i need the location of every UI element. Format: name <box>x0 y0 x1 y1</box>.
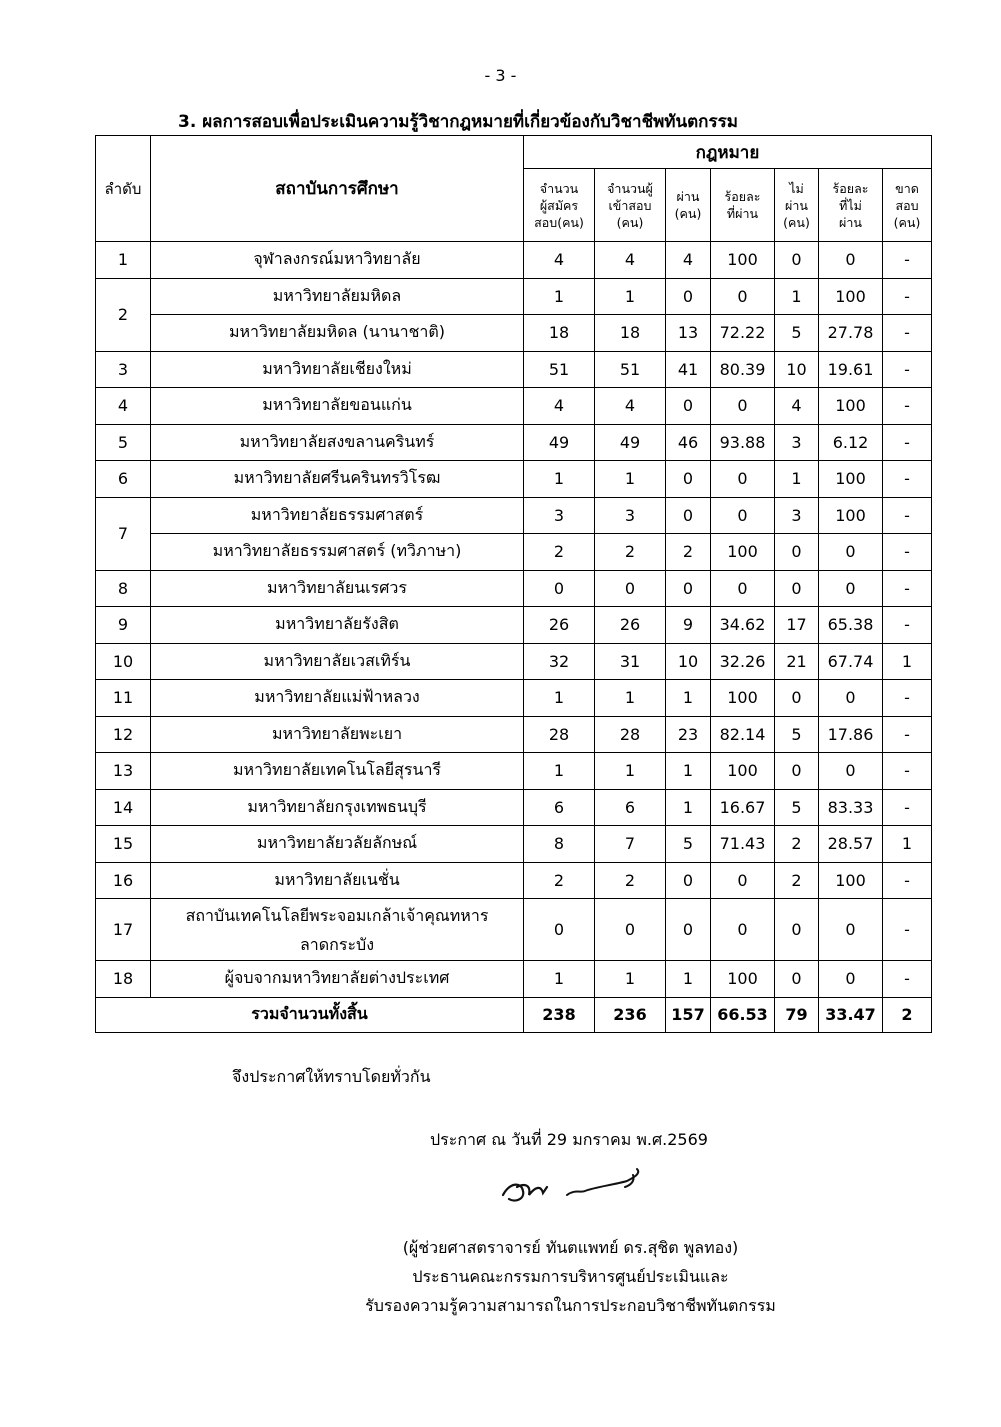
section-title: 3. ผลการสอบเพื่อประเมินความรู้วิชากฎหมายที่เกี่ยวข้องกับวิชาชีพทันตกรรม <box>178 112 738 132</box>
cell-order: 9 <box>96 607 151 644</box>
cell-order: 12 <box>96 716 151 753</box>
cell-failed: 3 <box>775 497 819 534</box>
cell-passed: 0 <box>666 570 711 607</box>
cell-order: 7 <box>96 497 151 570</box>
header-order: ลำดับ <box>96 136 151 242</box>
cell-absent: 1 <box>883 826 932 863</box>
total-label: รวมจำนวนทั้งสิ้น <box>96 997 524 1032</box>
cell-pass-pct: 93.88 <box>711 424 775 461</box>
cell-absent: - <box>883 242 932 279</box>
cell-fail-pct: 100 <box>819 388 883 425</box>
total-failed: 79 <box>775 997 819 1032</box>
results-table <box>95 135 932 1033</box>
table-row <box>96 242 932 279</box>
cell-applied: 32 <box>524 643 595 680</box>
table-row <box>96 680 932 717</box>
cell-absent: - <box>883 961 932 998</box>
total-passed: 157 <box>666 997 711 1032</box>
cell-attended: 1 <box>595 278 666 315</box>
cell-institution: มหาวิทยาลัยกรุงเทพธนบุรี <box>151 789 524 826</box>
cell-attended: 1 <box>595 753 666 790</box>
signer-position-line-2: รับรองความรู้ความสามารถในการประกอบวิชาชีพทันตกรรม <box>365 1296 776 1315</box>
header-fail-percent: ร้อยละ ที่ไม่ ผ่าน <box>819 169 883 242</box>
cell-institution: มหาวิทยาลัยแม่ฟ้าหลวง <box>151 680 524 717</box>
cell-fail-pct: 65.38 <box>819 607 883 644</box>
total-fail-pct: 33.47 <box>819 997 883 1032</box>
table-row <box>96 570 932 607</box>
cell-institution: สถาบันเทคโนโลยีพระจอมเกล้าเจ้าคุณทหาร ลาดกระบัง <box>151 899 524 961</box>
cell-fail-pct: 0 <box>819 534 883 571</box>
cell-absent: - <box>883 899 932 961</box>
cell-passed: 1 <box>666 789 711 826</box>
cell-passed: 10 <box>666 643 711 680</box>
cell-applied: 1 <box>524 680 595 717</box>
cell-passed: 0 <box>666 899 711 961</box>
cell-attended: 51 <box>595 351 666 388</box>
cell-order: 6 <box>96 461 151 498</box>
cell-passed: 2 <box>666 534 711 571</box>
cell-attended: 28 <box>595 716 666 753</box>
table-row <box>96 899 932 961</box>
cell-failed: 5 <box>775 315 819 352</box>
cell-attended: 49 <box>595 424 666 461</box>
cell-failed: 2 <box>775 826 819 863</box>
cell-applied: 1 <box>524 278 595 315</box>
cell-absent: - <box>883 278 932 315</box>
cell-passed: 13 <box>666 315 711 352</box>
cell-pass-pct: 0 <box>711 388 775 425</box>
cell-fail-pct: 67.74 <box>819 643 883 680</box>
cell-absent: - <box>883 607 932 644</box>
cell-fail-pct: 100 <box>819 497 883 534</box>
cell-attended: 6 <box>595 789 666 826</box>
cell-fail-pct: 100 <box>819 862 883 899</box>
signer-name: (ผู้ช่วยศาสตราจารย์ ทันตแพทย์ ดร.สุชิต พูลทอง) <box>402 1238 739 1257</box>
cell-failed: 3 <box>775 424 819 461</box>
cell-failed: 0 <box>775 899 819 961</box>
cell-passed: 0 <box>666 862 711 899</box>
cell-absent: - <box>883 424 932 461</box>
cell-pass-pct: 0 <box>711 461 775 498</box>
cell-absent: - <box>883 388 932 425</box>
table-row <box>96 461 932 498</box>
cell-failed: 0 <box>775 534 819 571</box>
cell-applied: 0 <box>524 899 595 961</box>
cell-applied: 0 <box>524 570 595 607</box>
cell-pass-pct: 100 <box>711 753 775 790</box>
cell-fail-pct: 0 <box>819 680 883 717</box>
cell-pass-pct: 100 <box>711 242 775 279</box>
cell-absent: - <box>883 862 932 899</box>
total-row <box>96 997 932 1032</box>
cell-applied: 49 <box>524 424 595 461</box>
cell-applied: 1 <box>524 961 595 998</box>
cell-fail-pct: 0 <box>819 753 883 790</box>
cell-order: 14 <box>96 789 151 826</box>
cell-failed: 2 <box>775 862 819 899</box>
cell-order: 11 <box>96 680 151 717</box>
cell-institution: มหาวิทยาลัยรังสิต <box>151 607 524 644</box>
signature-image <box>495 1165 655 1215</box>
cell-passed: 0 <box>666 278 711 315</box>
cell-absent: - <box>883 716 932 753</box>
cell-attended: 7 <box>595 826 666 863</box>
cell-passed: 0 <box>666 388 711 425</box>
header-institution: สถาบันการศึกษา <box>151 136 524 242</box>
cell-attended: 4 <box>595 242 666 279</box>
cell-passed: 46 <box>666 424 711 461</box>
cell-fail-pct: 83.33 <box>819 789 883 826</box>
cell-failed: 10 <box>775 351 819 388</box>
cell-attended: 1 <box>595 461 666 498</box>
header-absent: ขาด สอบ (คน) <box>883 169 932 242</box>
cell-institution: มหาวิทยาลัยมหิดล (นานาชาติ) <box>151 315 524 352</box>
cell-institution: จุฬาลงกรณ์มหาวิทยาลัย <box>151 242 524 279</box>
cell-order: 1 <box>96 242 151 279</box>
cell-attended: 1 <box>595 961 666 998</box>
cell-attended: 3 <box>595 497 666 534</box>
cell-pass-pct: 0 <box>711 278 775 315</box>
cell-order: 17 <box>96 899 151 961</box>
announcement: จึงประกาศให้ทราบโดยทั่วกัน <box>232 1067 431 1086</box>
cell-pass-pct: 34.62 <box>711 607 775 644</box>
cell-attended: 31 <box>595 643 666 680</box>
cell-pass-pct: 16.67 <box>711 789 775 826</box>
table-row <box>96 424 932 461</box>
cell-institution: มหาวิทยาลัยเนชั่น <box>151 862 524 899</box>
cell-applied: 8 <box>524 826 595 863</box>
cell-absent: - <box>883 461 932 498</box>
cell-applied: 51 <box>524 351 595 388</box>
cell-absent: - <box>883 351 932 388</box>
cell-institution: ผู้จบจากมหาวิทยาลัยต่างประเทศ <box>151 961 524 998</box>
cell-institution: มหาวิทยาลัยพะเยา <box>151 716 524 753</box>
header-pass-percent: ร้อยละ ที่ผ่าน <box>711 169 775 242</box>
cell-attended: 0 <box>595 899 666 961</box>
table-row <box>96 753 932 790</box>
cell-absent: - <box>883 570 932 607</box>
cell-fail-pct: 0 <box>819 961 883 998</box>
cell-applied: 4 <box>524 388 595 425</box>
cell-order: 10 <box>96 643 151 680</box>
cell-failed: 0 <box>775 753 819 790</box>
cell-fail-pct: 17.86 <box>819 716 883 753</box>
table-row <box>96 716 932 753</box>
cell-attended: 2 <box>595 862 666 899</box>
cell-applied: 1 <box>524 753 595 790</box>
cell-pass-pct: 100 <box>711 961 775 998</box>
cell-passed: 23 <box>666 716 711 753</box>
cell-order: 15 <box>96 826 151 863</box>
header-law-group: กฎหมาย <box>524 136 932 169</box>
cell-institution: มหาวิทยาลัยเชียงใหม่ <box>151 351 524 388</box>
cell-fail-pct: 27.78 <box>819 315 883 352</box>
signer-position-line-1: ประธานคณะกรรมการบริหารศูนย์ประเมินและ <box>412 1267 729 1286</box>
cell-order: 3 <box>96 351 151 388</box>
cell-absent: - <box>883 789 932 826</box>
cell-pass-pct: 0 <box>711 570 775 607</box>
table-row <box>96 278 932 315</box>
cell-pass-pct: 100 <box>711 680 775 717</box>
total-attended: 236 <box>595 997 666 1032</box>
cell-institution: มหาวิทยาลัยเวสเทิร์น <box>151 643 524 680</box>
cell-absent: - <box>883 534 932 571</box>
cell-fail-pct: 100 <box>819 278 883 315</box>
cell-absent: - <box>883 497 932 534</box>
table-row <box>96 388 932 425</box>
cell-passed: 1 <box>666 680 711 717</box>
cell-passed: 5 <box>666 826 711 863</box>
cell-passed: 41 <box>666 351 711 388</box>
cell-absent: 1 <box>883 643 932 680</box>
total-applied: 238 <box>524 997 595 1032</box>
total-absent: 2 <box>883 997 932 1032</box>
cell-failed: 0 <box>775 680 819 717</box>
table-row <box>96 961 932 998</box>
cell-pass-pct: 100 <box>711 534 775 571</box>
cell-passed: 0 <box>666 497 711 534</box>
cell-fail-pct: 0 <box>819 242 883 279</box>
cell-failed: 17 <box>775 607 819 644</box>
cell-applied: 18 <box>524 315 595 352</box>
cell-institution: มหาวิทยาลัยธรรมศาสตร์ <box>151 497 524 534</box>
cell-absent: - <box>883 680 932 717</box>
cell-applied: 3 <box>524 497 595 534</box>
cell-pass-pct: 82.14 <box>711 716 775 753</box>
header-passed: ผ่าน (คน) <box>666 169 711 242</box>
cell-failed: 0 <box>775 570 819 607</box>
cell-failed: 21 <box>775 643 819 680</box>
cell-applied: 28 <box>524 716 595 753</box>
cell-fail-pct: 100 <box>819 461 883 498</box>
header-applied: จำนวน ผู้สมัคร สอบ(คน) <box>524 169 595 242</box>
cell-order: 16 <box>96 862 151 899</box>
cell-attended: 0 <box>595 570 666 607</box>
cell-pass-pct: 0 <box>711 862 775 899</box>
cell-passed: 0 <box>666 461 711 498</box>
cell-fail-pct: 19.61 <box>819 351 883 388</box>
cell-institution: มหาวิทยาลัยนเรศวร <box>151 570 524 607</box>
table-row <box>96 607 932 644</box>
cell-order: 2 <box>96 278 151 351</box>
cell-institution: มหาวิทยาลัยวลัยลักษณ์ <box>151 826 524 863</box>
header-attended: จำนวนผู้ เข้าสอบ (คน) <box>595 169 666 242</box>
cell-applied: 4 <box>524 242 595 279</box>
cell-passed: 1 <box>666 961 711 998</box>
cell-order: 18 <box>96 961 151 998</box>
cell-absent: - <box>883 753 932 790</box>
cell-order: 4 <box>96 388 151 425</box>
cell-applied: 1 <box>524 461 595 498</box>
cell-pass-pct: 32.26 <box>711 643 775 680</box>
cell-institution: มหาวิทยาลัยศรีนครินทรวิโรฒ <box>151 461 524 498</box>
cell-attended: 1 <box>595 680 666 717</box>
cell-institution: มหาวิทยาลัยมหิดล <box>151 278 524 315</box>
cell-order: 8 <box>96 570 151 607</box>
cell-failed: 1 <box>775 461 819 498</box>
cell-institution: มหาวิทยาลัยขอนแก่น <box>151 388 524 425</box>
table-body <box>96 242 932 1033</box>
cell-order: 13 <box>96 753 151 790</box>
table-row <box>96 862 932 899</box>
cell-applied: 2 <box>524 862 595 899</box>
cell-passed: 9 <box>666 607 711 644</box>
cell-institution: มหาวิทยาลัยธรรมศาสตร์ (ทวิภาษา) <box>151 534 524 571</box>
cell-pass-pct: 72.22 <box>711 315 775 352</box>
page-number: - 3 - <box>484 66 517 85</box>
table-row <box>96 534 932 571</box>
cell-applied: 2 <box>524 534 595 571</box>
cell-order: 5 <box>96 424 151 461</box>
cell-failed: 0 <box>775 961 819 998</box>
cell-passed: 4 <box>666 242 711 279</box>
cell-pass-pct: 0 <box>711 899 775 961</box>
table-row <box>96 497 932 534</box>
table-row <box>96 789 932 826</box>
header-failed: ไม่ ผ่าน (คน) <box>775 169 819 242</box>
cell-fail-pct: 0 <box>819 899 883 961</box>
cell-institution: มหาวิทยาลัยสงขลานครินทร์ <box>151 424 524 461</box>
cell-applied: 6 <box>524 789 595 826</box>
cell-failed: 1 <box>775 278 819 315</box>
cell-attended: 18 <box>595 315 666 352</box>
cell-pass-pct: 80.39 <box>711 351 775 388</box>
cell-pass-pct: 71.43 <box>711 826 775 863</box>
table-row <box>96 351 932 388</box>
cell-fail-pct: 28.57 <box>819 826 883 863</box>
cell-failed: 0 <box>775 242 819 279</box>
cell-failed: 4 <box>775 388 819 425</box>
table-row <box>96 643 932 680</box>
cell-pass-pct: 0 <box>711 497 775 534</box>
date-line: ประกาศ ณ วันที่ 29 มกราคม พ.ศ.2569 <box>430 1130 708 1149</box>
table-row <box>96 826 932 863</box>
cell-failed: 5 <box>775 716 819 753</box>
cell-attended: 4 <box>595 388 666 425</box>
cell-fail-pct: 0 <box>819 570 883 607</box>
total-pass-pct: 66.53 <box>711 997 775 1032</box>
cell-passed: 1 <box>666 753 711 790</box>
cell-attended: 2 <box>595 534 666 571</box>
cell-fail-pct: 6.12 <box>819 424 883 461</box>
cell-applied: 26 <box>524 607 595 644</box>
table-row <box>96 315 932 352</box>
cell-institution: มหาวิทยาลัยเทคโนโลยีสุรนารี <box>151 753 524 790</box>
cell-failed: 5 <box>775 789 819 826</box>
cell-attended: 26 <box>595 607 666 644</box>
cell-absent: - <box>883 315 932 352</box>
